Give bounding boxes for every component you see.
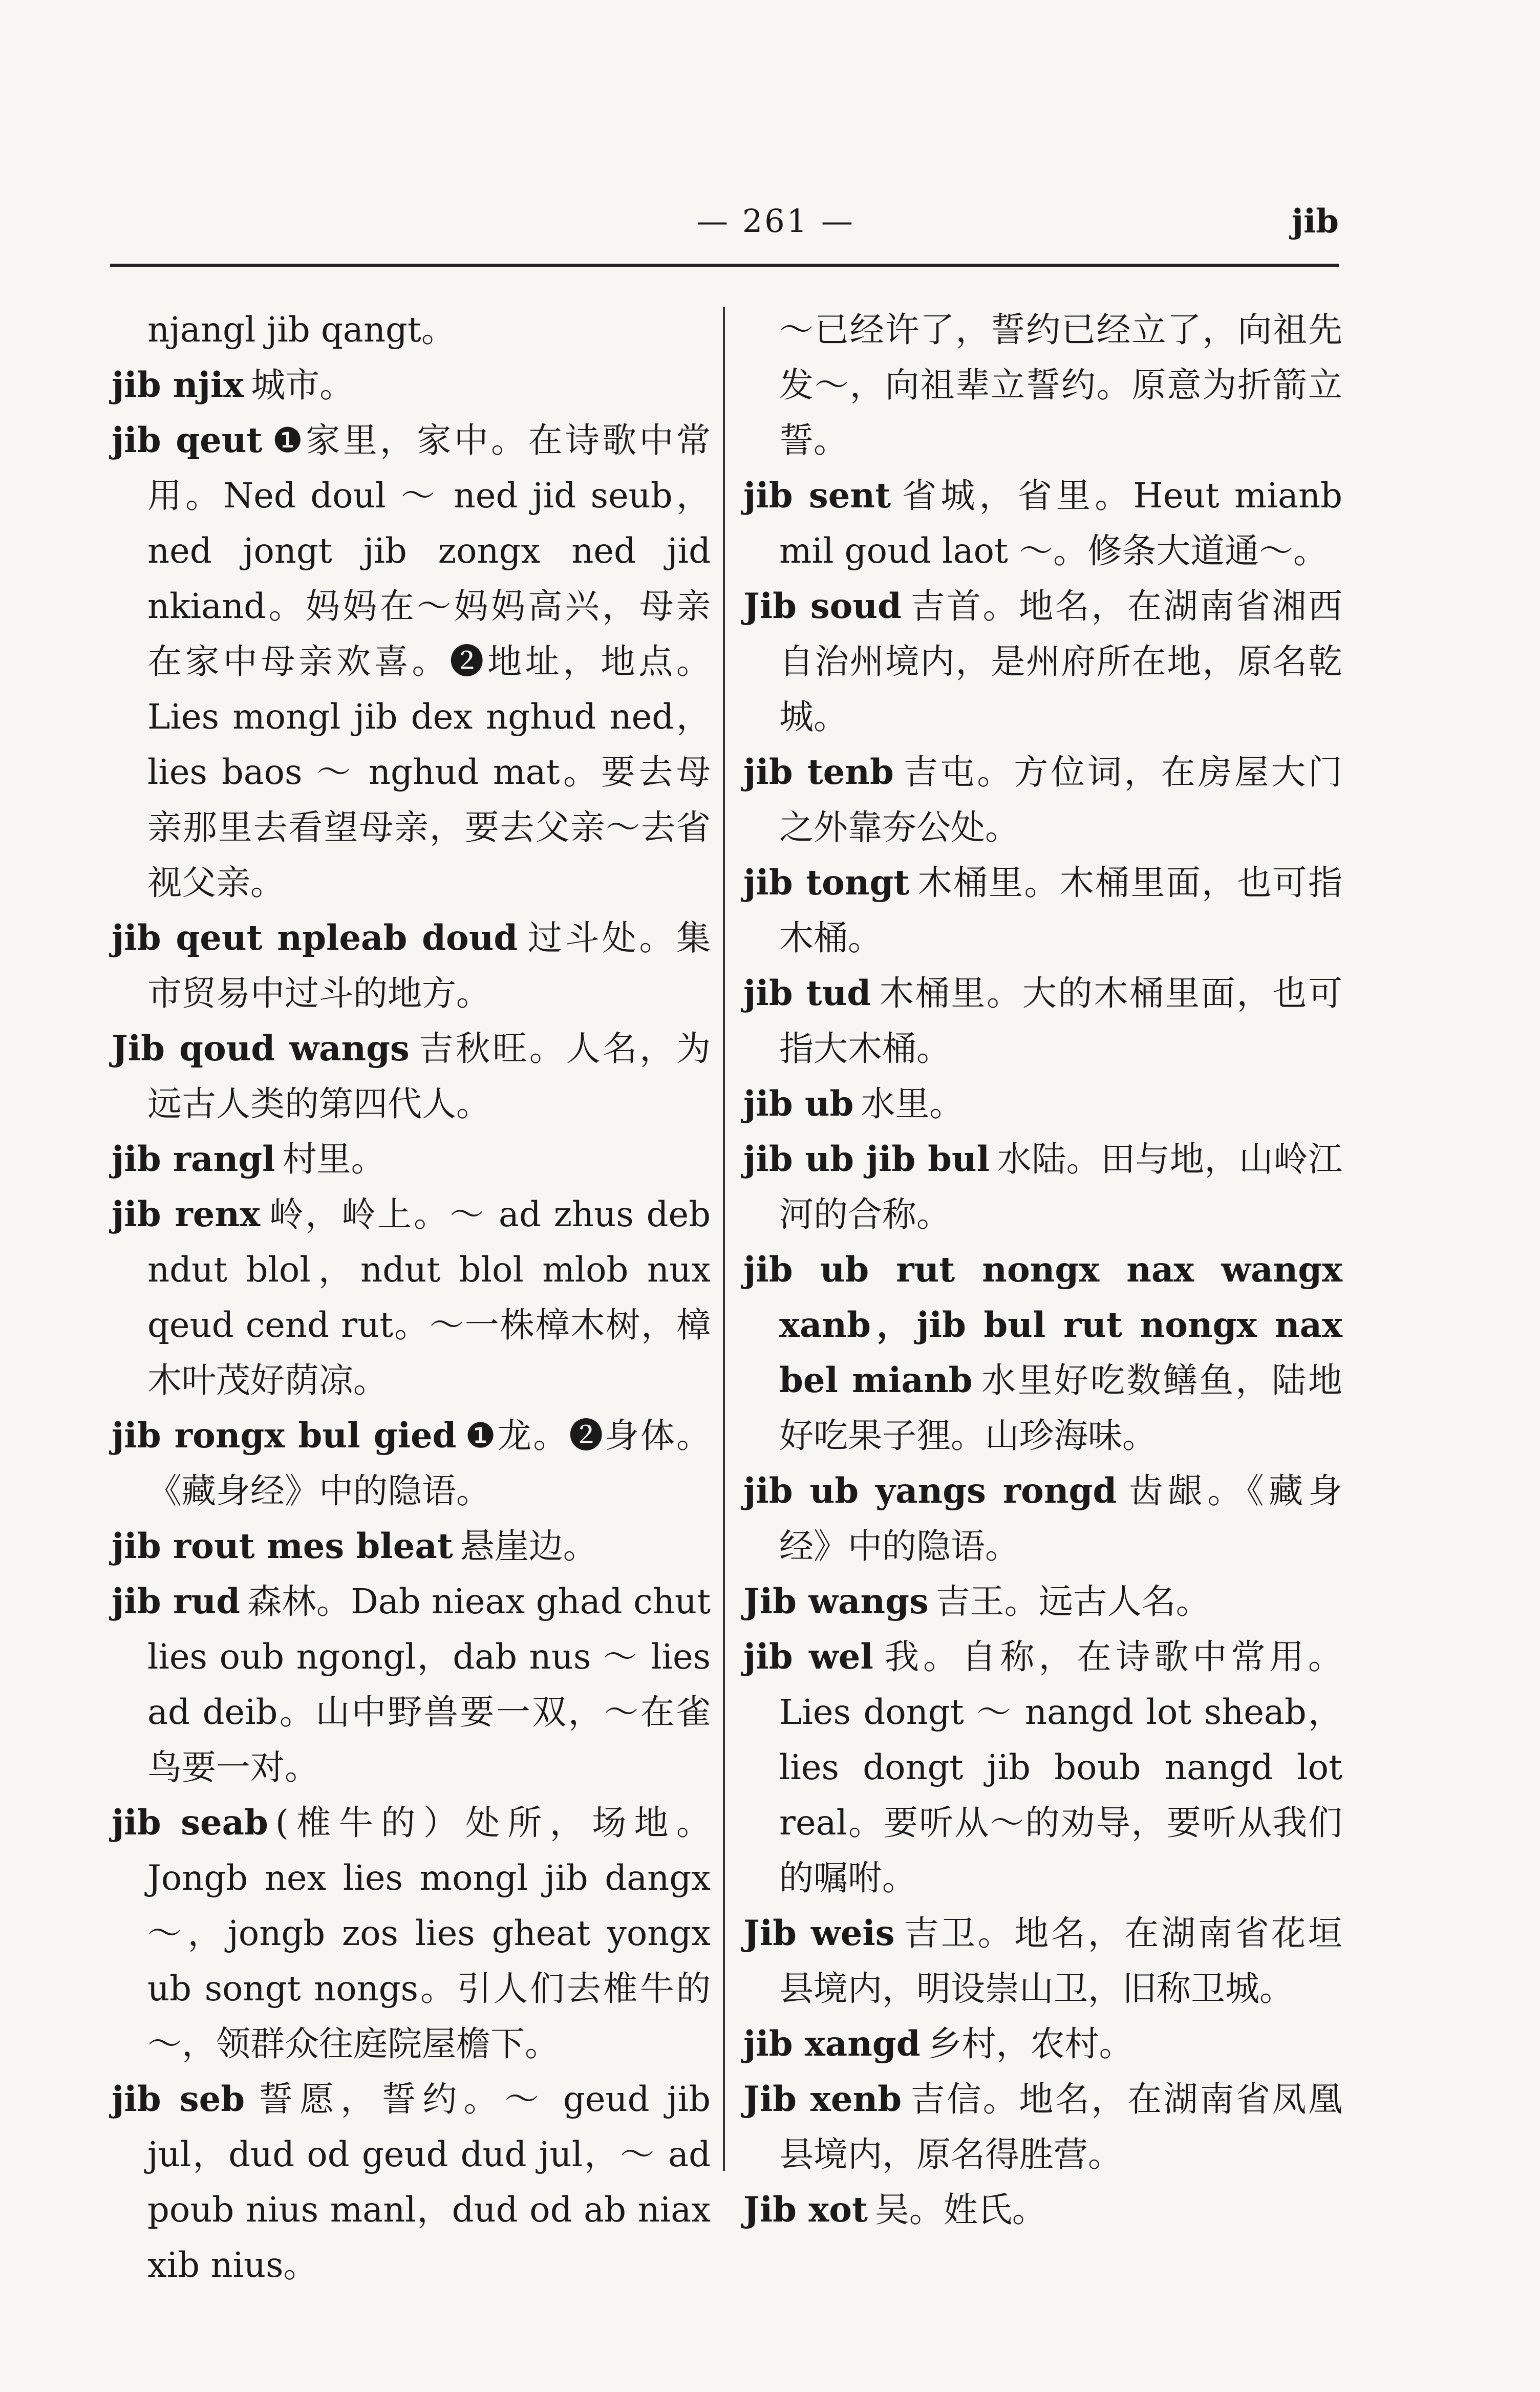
entry-headword: jib seab bbox=[112, 1802, 268, 1843]
entry-headword: jib ub yangs rongd bbox=[743, 1470, 1117, 1511]
header-rule bbox=[110, 264, 1339, 267]
entry-definition: 木桶里。大的木桶里面，也可指大木桶。 bbox=[779, 973, 1342, 1069]
entry-headword: jib ub bbox=[743, 1083, 854, 1124]
dictionary-entry bbox=[112, 1574, 711, 1795]
dictionary-entry bbox=[743, 1242, 1342, 1463]
entry-definition: 吴。姓氏。 bbox=[874, 2190, 1046, 2230]
dictionary-entry bbox=[112, 1021, 711, 1131]
entry-definition: (椎牛的）处所，场地。Jongb nex lies mongl jib dangx ～，jongb zos lies gheat yongx ub songt nongs。引人们去椎牛的～，领群众往庭院屋檐下。 bbox=[147, 1803, 711, 2064]
entry-headword: Jib soud bbox=[743, 586, 902, 626]
entry-definition: 齿龈。《藏身经》中的隐语。 bbox=[779, 1471, 1342, 1566]
entry-headword: jib rongx bul gied bbox=[112, 1415, 457, 1456]
dictionary-entry bbox=[112, 1131, 711, 1187]
entry-definition: 吉秋旺。人名，为远古人类的第四代人。 bbox=[147, 1029, 711, 1124]
entry-definition: 悬崖边。 bbox=[460, 1526, 597, 1566]
entry-definition: 吉信。地名，在湖南省凤凰县境内，原名得胜营。 bbox=[779, 2079, 1342, 2174]
page-header bbox=[110, 202, 1339, 264]
entry-headword: jib sent bbox=[743, 475, 891, 516]
dictionary-entry bbox=[743, 2182, 1342, 2237]
dictionary-entry bbox=[112, 357, 711, 413]
left-column bbox=[112, 302, 711, 2293]
dictionary-entry bbox=[112, 2071, 711, 2293]
entry-definition: 吉王。远古人名。 bbox=[935, 1582, 1210, 1621]
entry-definition: 吉首。地名，在湖南省湘西自治州境内，是州府所在地，原名乾城。 bbox=[779, 586, 1343, 737]
dictionary-entry bbox=[112, 1795, 711, 2071]
dictionary-entry bbox=[743, 468, 1342, 579]
entry-definition: 水陆。田与地，山岭江河的合称。 bbox=[779, 1139, 1343, 1234]
entry-definition: 乡村，农村。 bbox=[927, 2024, 1133, 2064]
entry-headword: jib tud bbox=[743, 973, 871, 1013]
dictionary-entry bbox=[743, 1131, 1342, 1242]
entry-headword: jib renx bbox=[112, 1194, 261, 1234]
entry-headword: jib ub jib bul bbox=[743, 1139, 990, 1179]
entry-definition: njangl jib qangt。 bbox=[147, 310, 456, 350]
dictionary-entry bbox=[743, 2071, 1342, 2182]
dictionary-entry bbox=[112, 910, 711, 1021]
entry-headword: jib ub rut nongx nax wangx xanb，jib bul rut nongx nax bel mianb bbox=[743, 1249, 1342, 1400]
dictionary-entry bbox=[112, 1187, 711, 1408]
dictionary-entry bbox=[112, 1408, 711, 1519]
entry-definition: 过斗处。集市贸易中过斗的地方。 bbox=[147, 918, 711, 1013]
entry-headword: Jib xot bbox=[743, 2189, 868, 2230]
running-head: jib bbox=[1291, 202, 1339, 241]
entry-definition: 誓愿，誓约。～ geud jib jul，dud od geud dud jul，～ ad poub nius manl，dud od ab niax xib nius。 bbox=[147, 2079, 711, 2285]
entry-headword: jib rangl bbox=[112, 1139, 275, 1179]
dictionary-entry bbox=[743, 1906, 1342, 2016]
entry-definition: 水里好吃数鳝鱼，陆地好吃果子狸。山珍海味。 bbox=[779, 1360, 1343, 1456]
dictionary-entry bbox=[743, 1076, 1342, 1131]
dictionary-entry bbox=[743, 302, 1342, 468]
entry-headword: jib qeut npleab doud bbox=[112, 917, 518, 958]
entry-headword: jib xangd bbox=[743, 2023, 921, 2064]
entry-definition: 村里。 bbox=[282, 1139, 386, 1179]
dictionary-entry bbox=[743, 2016, 1342, 2071]
entry-headword: jib njix bbox=[112, 365, 244, 405]
entry-definition: 森林。Dab nieax ghad chut lies oub ngongl，dab nus ～ lies ad deib。山中野兽要一双，～在雀鸟要一对。 bbox=[147, 1582, 711, 1787]
entry-headword: Jib wangs bbox=[743, 1581, 929, 1621]
column-divider bbox=[723, 307, 725, 2171]
entry-definition: 吉屯。方位词，在房屋大门之外靠夯公处。 bbox=[779, 752, 1342, 847]
entry-headword: Jib xenb bbox=[743, 2079, 902, 2119]
entry-headword: jib seb bbox=[112, 2079, 245, 2119]
entry-definition: ❶家里，家中。在诗歌中常用。Ned doul ～ ned jid seub，ned jongt jib zongx ned jid nkiand。妈妈在～妈妈高兴，母亲在家中母亲欢喜。❷地址，地点。Lies mongl jib dex nghud ned，lies baos ～ nghud mat。要去母亲那里去看望母亲，要去父亲～去省视父亲。 bbox=[147, 420, 711, 903]
entry-headword: jib rout mes bleat bbox=[112, 1526, 453, 1566]
dictionary-entry bbox=[743, 1463, 1342, 1574]
dictionary-entry bbox=[112, 302, 711, 357]
dictionary-entry bbox=[743, 1629, 1342, 1906]
entry-headword: jib wel bbox=[743, 1636, 873, 1677]
entry-definition: 我。自称，在诗歌中常用。Lies dongt ～ nangd lot sheab，lies dongt jib boub nangd lot real。要听从～的劝导，要听从我们的嘱咐。 bbox=[779, 1637, 1343, 1898]
entry-headword: jib tenb bbox=[743, 752, 894, 792]
entry-definition: 省城，省里。Heut mianb mil goud laot ～。修条大道通～。 bbox=[779, 476, 1342, 571]
right-column bbox=[743, 302, 1342, 2237]
entry-definition: 木桶里。木桶里面，也可指木桶。 bbox=[779, 863, 1343, 958]
dictionary-entry bbox=[743, 1574, 1342, 1629]
dictionary-entry bbox=[743, 855, 1342, 966]
entry-definition: ～已经许了，誓约已经立了，向祖先发～，向祖辈立誓约。原意为折箭立誓。 bbox=[779, 310, 1342, 460]
entry-definition: 岭，岭上。～ ad zhus deb ndut blol，ndut blol mlob nux qeud cend rut。～一株樟木树，樟木叶茂好荫凉。 bbox=[147, 1194, 711, 1400]
entry-definition: 水里。 bbox=[861, 1084, 964, 1124]
entry-definition: ❶龙。❷身体。《藏身经》中的隐语。 bbox=[147, 1416, 711, 1511]
dictionary-entry bbox=[743, 966, 1342, 1076]
entry-headword: jib rud bbox=[112, 1581, 241, 1621]
dictionary-entry bbox=[743, 579, 1342, 744]
entry-headword: Jib qoud wangs bbox=[112, 1028, 410, 1069]
entry-definition: 城市。 bbox=[251, 365, 354, 405]
dictionary-entry bbox=[743, 744, 1342, 855]
entry-definition: 吉卫。地名，在湖南省花垣县境内，明设崇山卫，旧称卫城。 bbox=[779, 1913, 1342, 2009]
dictionary-entry bbox=[112, 1519, 711, 1574]
entry-headword: jib tongt bbox=[743, 862, 910, 903]
entry-headword: Jib weis bbox=[743, 1913, 895, 1953]
page-number: — 261 — bbox=[696, 202, 855, 240]
dictionary-entry bbox=[112, 413, 711, 910]
entry-headword: jib qeut bbox=[112, 420, 263, 460]
